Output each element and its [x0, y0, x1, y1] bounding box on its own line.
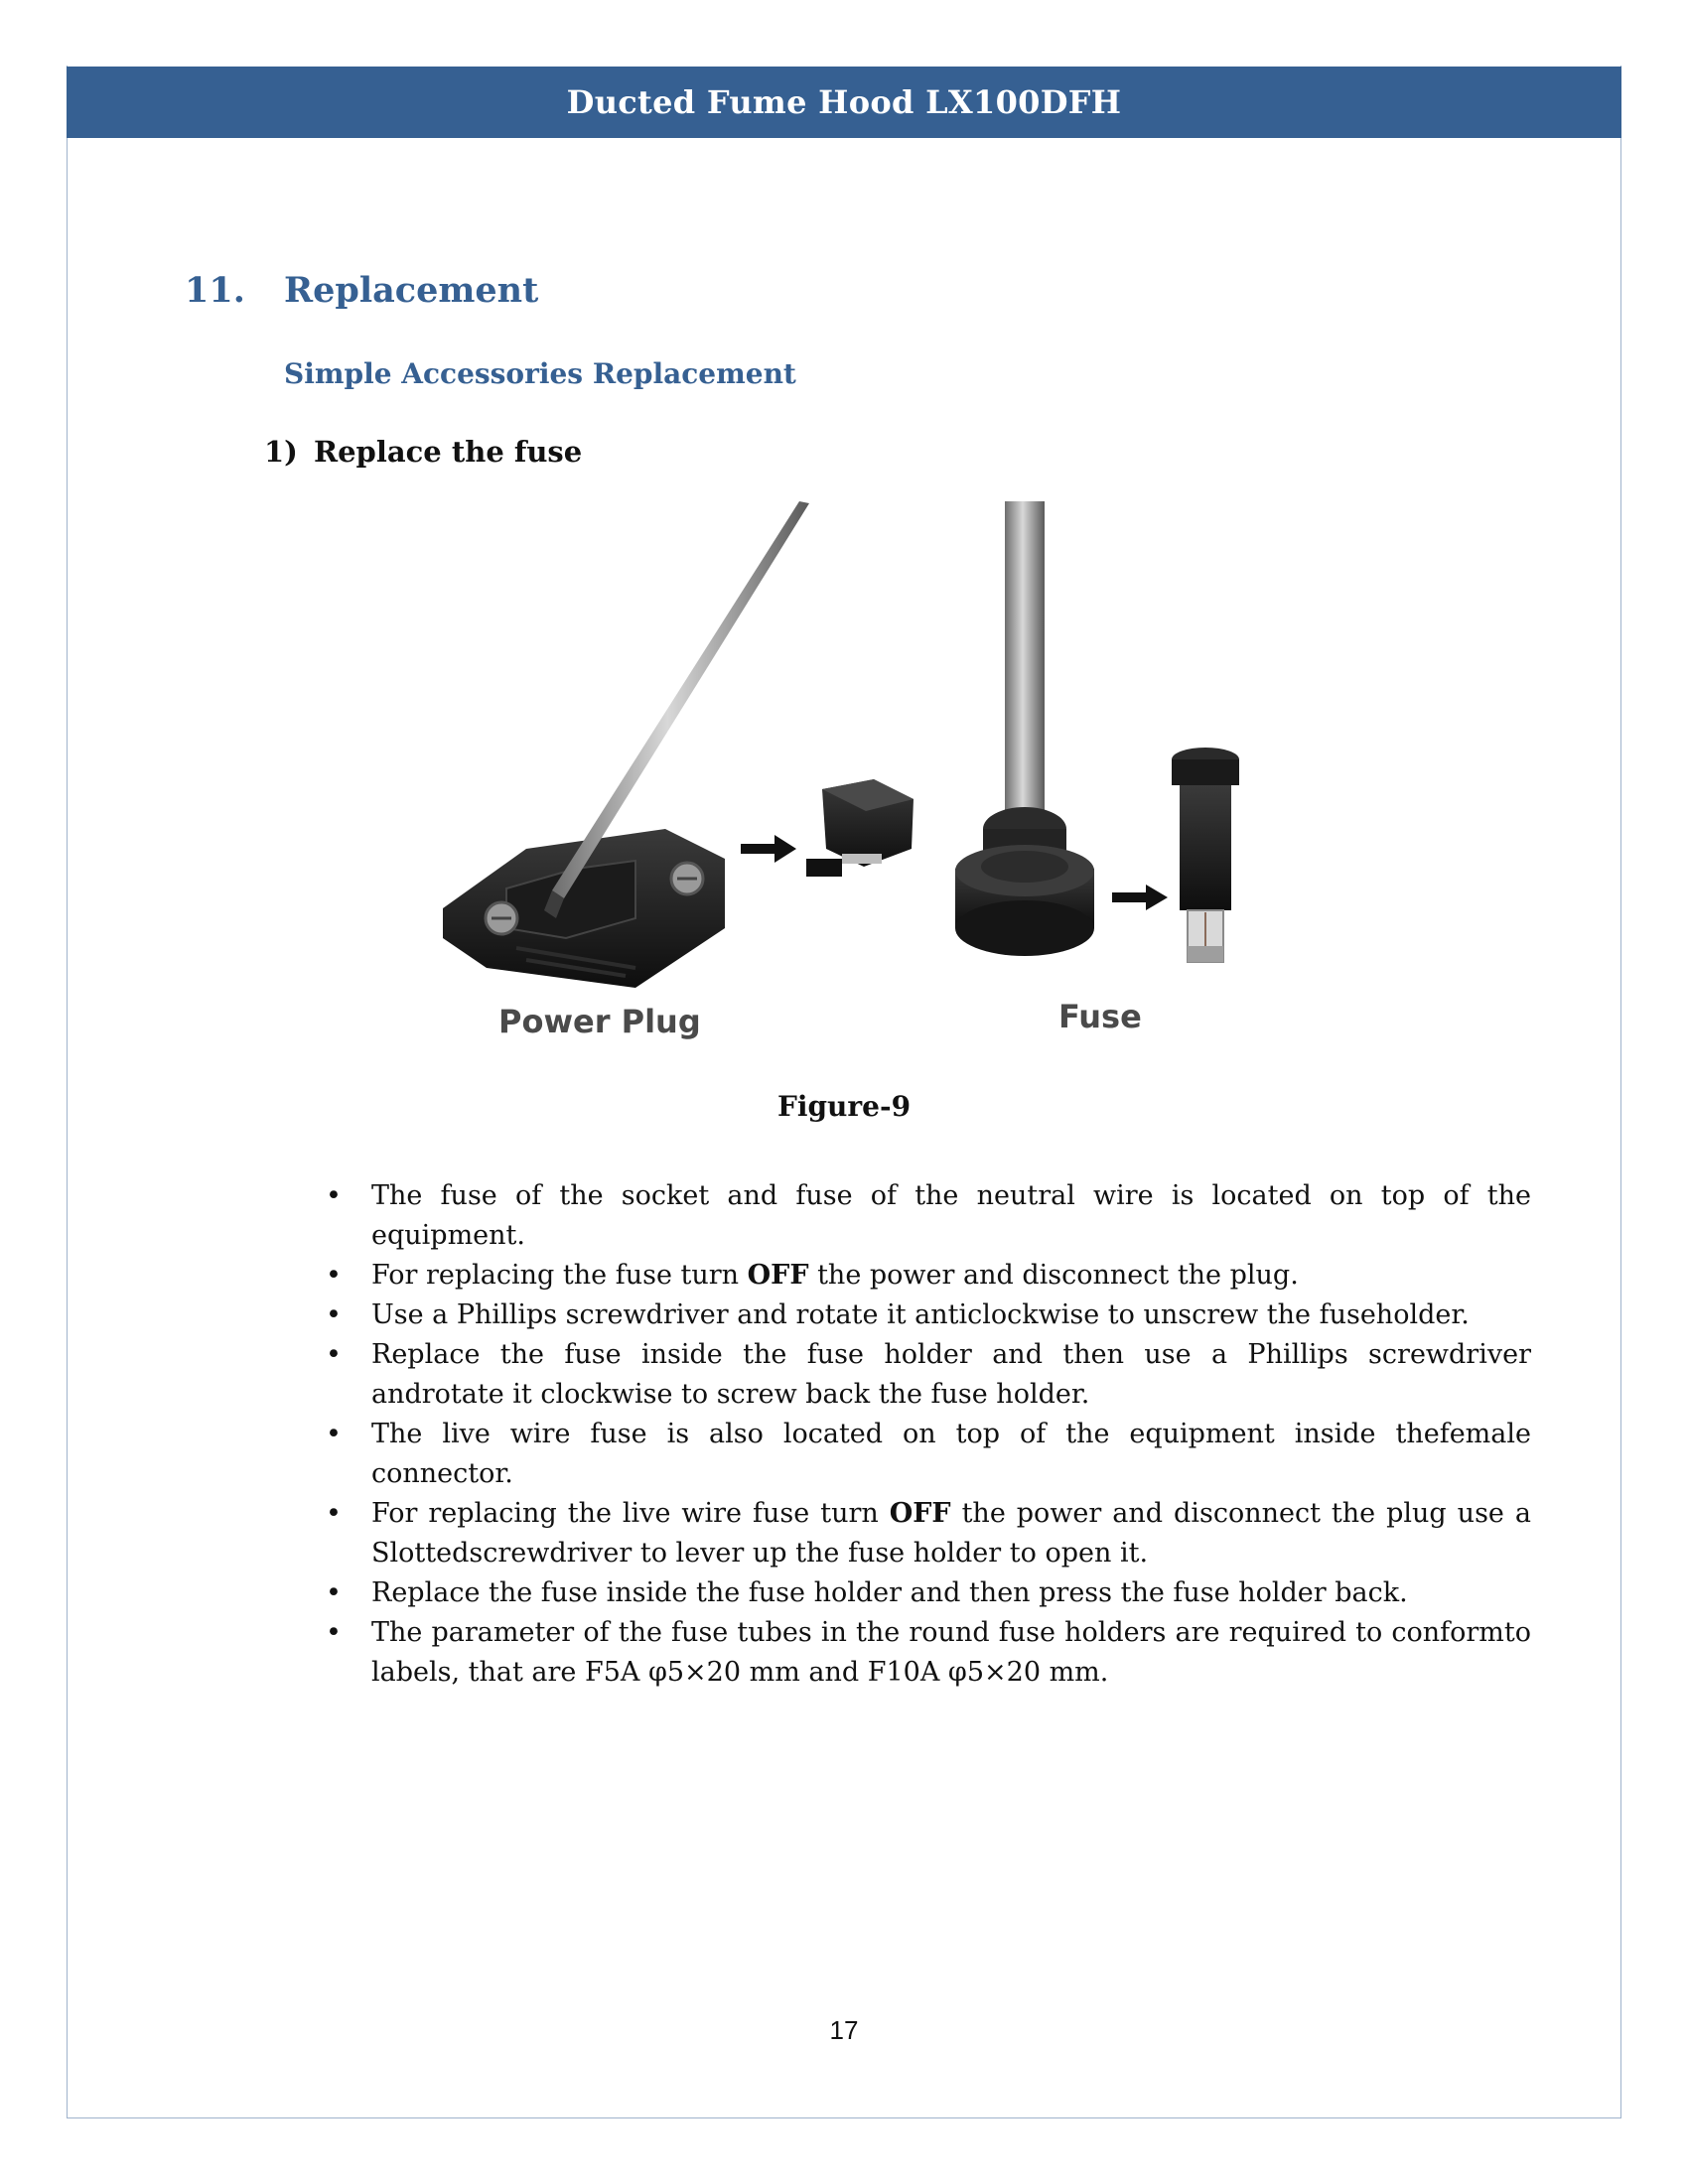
page-number: 17 [829, 2015, 859, 2045]
document-title: Ducted Fume Hood LX100DFH [566, 83, 1122, 121]
subsection-title: Simple Accessories Replacement [284, 357, 796, 390]
bullet-icon: • [326, 1180, 342, 1211]
list-item: • Replace the fuse inside the fuse holder and then press the fuse holder back. [318, 1573, 1531, 1613]
bullet-icon: • [326, 1617, 342, 1648]
arrow-icon [1112, 885, 1168, 910]
step-number: 1) [264, 435, 298, 469]
figure-caption: Figure-9 [776, 1090, 912, 1123]
instruction-list [318, 1176, 1531, 1693]
bullet-icon: • [326, 1419, 342, 1449]
list-item: • For replacing the fuse turn OFF the power and disconnect the plug. [318, 1256, 1531, 1296]
list-item: • The parameter of the fuse tubes in the round fuse holders are required to conformto labels, that are F5A φ5×20 mm and F10A φ5×20 mm. [318, 1613, 1531, 1693]
list-item: • The live wire fuse is also located on top of the equipment inside thefemale connector. [318, 1415, 1531, 1494]
step-title: Replace the fuse [314, 435, 583, 469]
list-item: • Use a Phillips screwdriver and rotate it anticlockwise to unscrew the fuseholder. [318, 1296, 1531, 1335]
bullet-icon: • [326, 1498, 342, 1529]
bullet-icon: • [326, 1299, 342, 1330]
section-title: Replacement [284, 270, 539, 311]
arrow-icon [741, 835, 796, 863]
power-plug-label: Power Plug [498, 1003, 701, 1040]
list-item: • Replace the fuse inside the fuse holder and then use a Phillips screwdriver androtate it clockwise to screw back the fuse holder. [318, 1335, 1531, 1415]
phillips-screwdriver [1005, 501, 1045, 829]
emphasis-off: OFF [889, 1498, 951, 1529]
step-heading [264, 435, 582, 469]
header-bar [67, 67, 1621, 138]
list-item: • For replacing the live wire fuse turn OFF the power and disconnect the plug use a Slottedscrewdriver to lever up the fuse holder to open it. [318, 1494, 1531, 1573]
bullet-icon: • [326, 1339, 342, 1370]
section-heading [185, 270, 538, 311]
list-item: • The fuse of the socket and fuse of the neutral wire is located on top of the equipment. [318, 1176, 1531, 1256]
section-number: 11. [185, 270, 245, 311]
fuse-label: Fuse [1058, 998, 1142, 1035]
round-fuse-holder [955, 807, 1094, 956]
fuse-replacement-figure [437, 501, 1311, 1047]
figure-illustration [437, 501, 1311, 1047]
fuse-cap [1172, 748, 1239, 962]
bullet-icon: • [326, 1577, 342, 1608]
plug-fuse-holder [806, 779, 914, 877]
bullet-icon: • [326, 1260, 342, 1291]
emphasis-off: OFF [747, 1260, 809, 1291]
